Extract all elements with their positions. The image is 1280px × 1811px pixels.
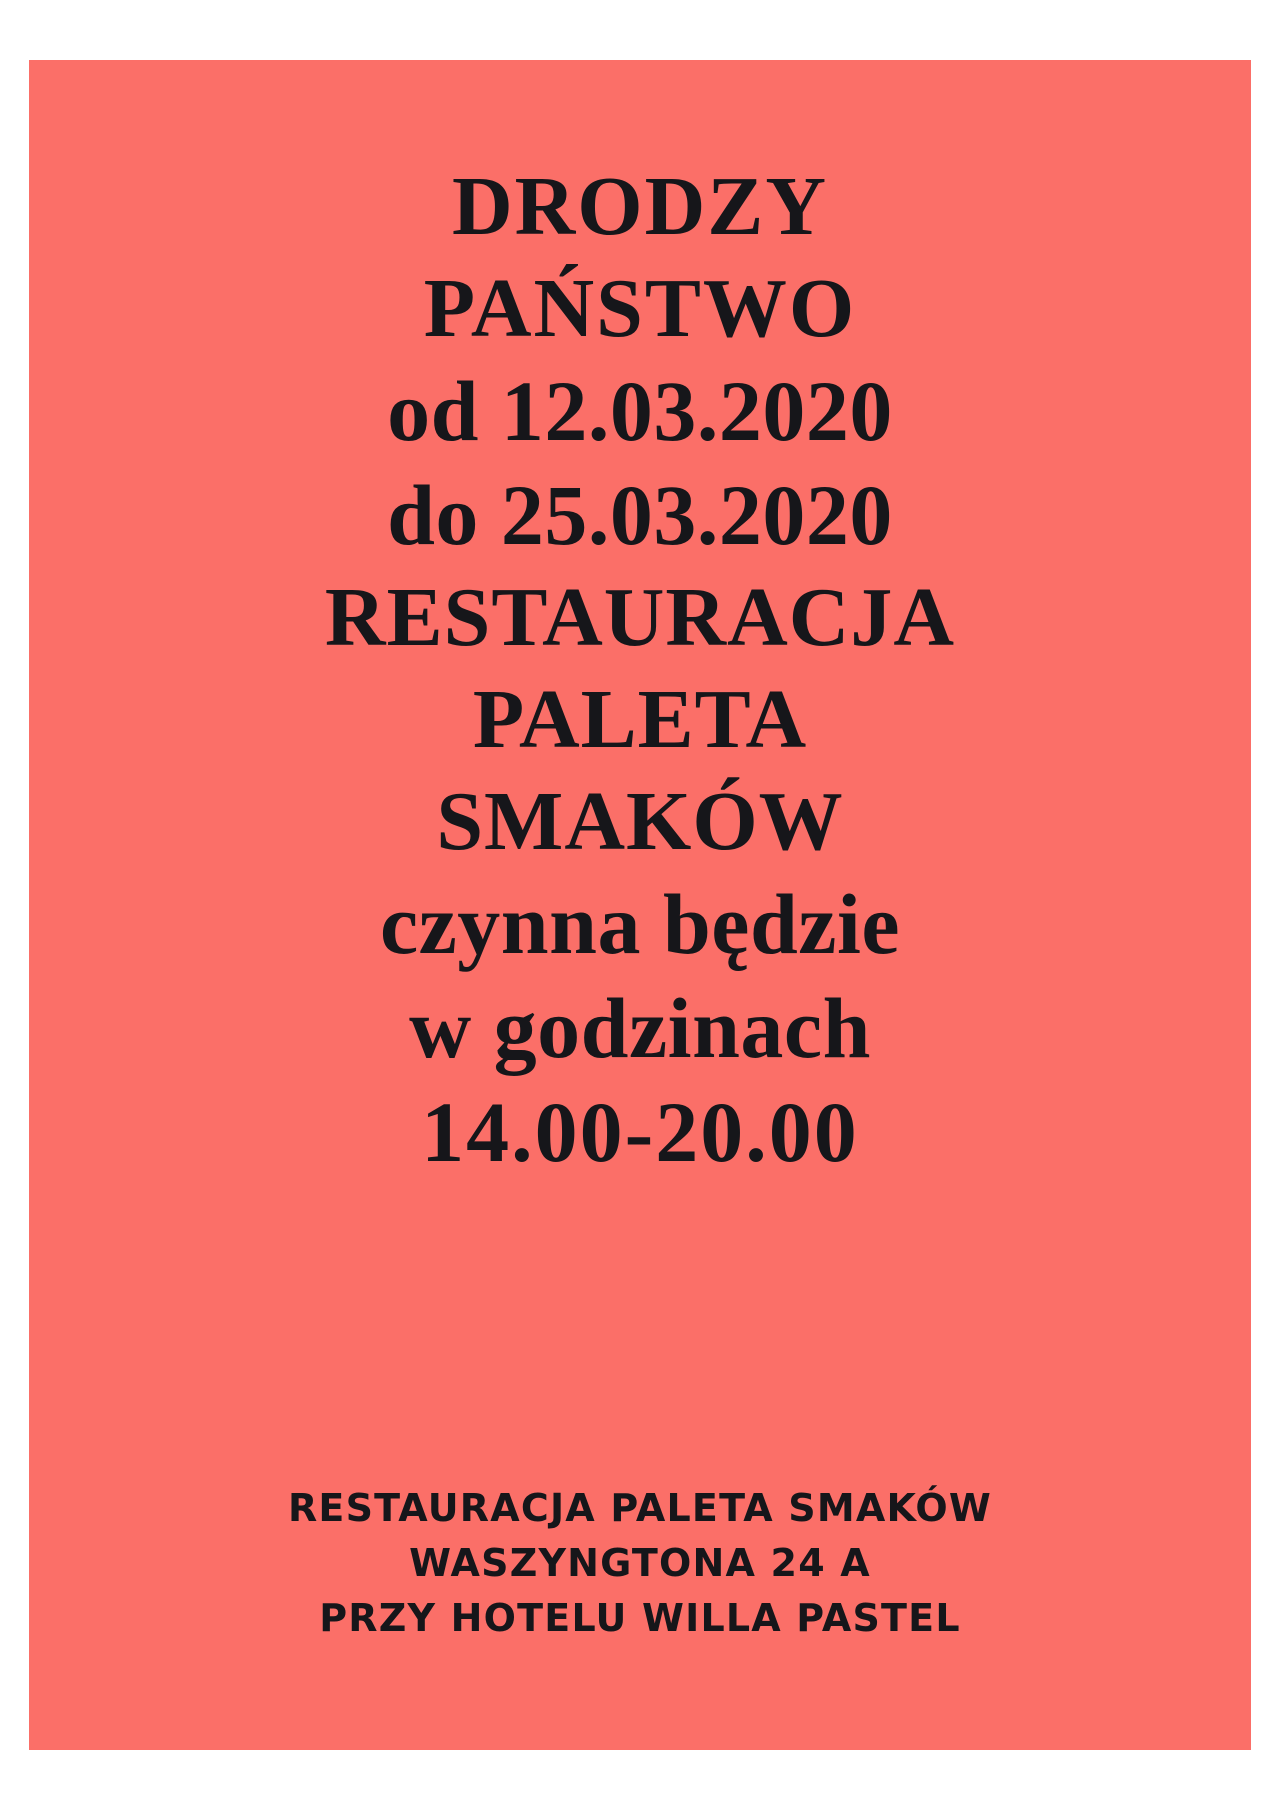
footer-line-venue: RESTAURACJA PALETA SMAKÓW — [287, 1485, 993, 1530]
headline-line-9: w godzinach — [409, 980, 871, 1077]
headline-line-8: czynna będzie — [379, 876, 901, 973]
footer-line-address: WASZYNGTONA 24 A — [409, 1540, 871, 1585]
headline-line-4: do 25.03.2020 — [387, 467, 893, 564]
footer-block — [89, 1481, 1191, 1702]
headline-line-2: PAŃSTWO — [423, 261, 857, 355]
headline-line-3: od 12.03.2020 — [387, 363, 893, 460]
poster-card — [29, 60, 1251, 1750]
headline-block — [89, 156, 1191, 1184]
headline-line-1: DRODZY — [451, 160, 828, 253]
headline-line-6: PALETA — [472, 672, 808, 766]
headline-line-5: RESTAURACJA — [324, 571, 956, 665]
headline-line-10: 14.00-20.00 — [421, 1084, 859, 1181]
headline-line-7: SMAKÓW — [436, 774, 844, 868]
footer-line-location: PRZY HOTELU WILLA PASTEL — [319, 1595, 961, 1640]
